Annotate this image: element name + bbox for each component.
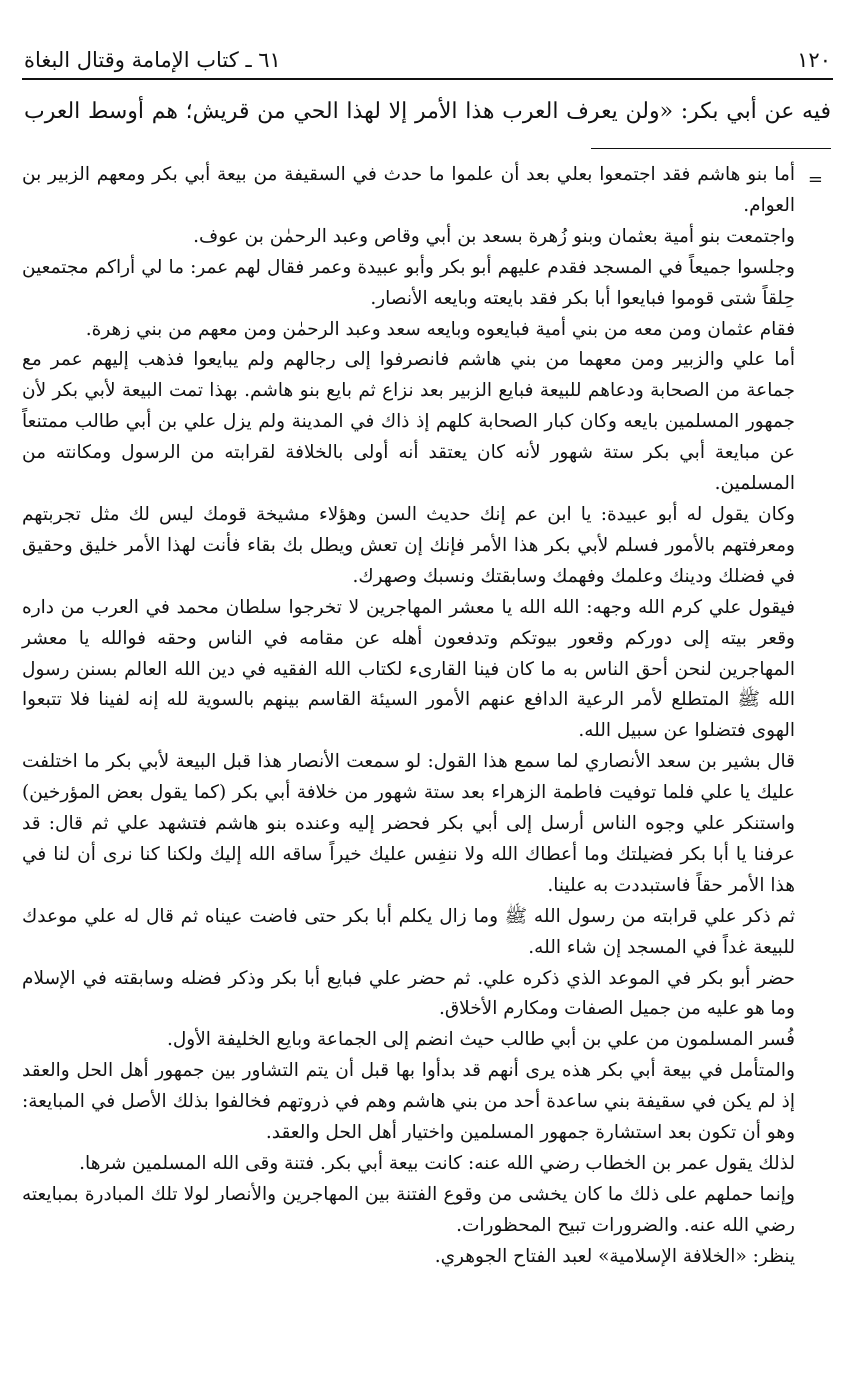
footnote-paragraph: أما علي والزبير ومن معهما من بني هاشم فانصرفوا إلى رجالهم ولم يبايعوا فذهب إليهم عمر مع جماعة من الصحابة ودعاهم للبيعة فبايع الزبير بعد نزاع ثم بايع بنو هاشم. بهذا تمت البيعة لأبي بكر لأن جمهور المسلمين بايعه وكان كبار الصحابة كلهم إذ ذاك في المدينة ولم يزل علي بن أبي طالب ممتنعاً عن مبايعة أبي بكر ستة شهور لأنه كان يعتقد أنه أولى بالخلافة لقرابته من الرسول ومكانته من المسلمين. <box>22 349 795 495</box>
footnote-paragraph: والمتأمل في بيعة أبي بكر هذه يرى أنهم قد بدأوا بها قبل أن يتم التشاور بين جمهور أهل الحل والعقد إذ لم يكن في سقيفة بني ساعدة أحد من بني هاشم وهم في ذروتهم فخالفوا بذلك الأصل في المبايعة: وهو أن تكون بعد استشارة جمهور المسلمين واختيار أهل الحل والعقد. <box>22 1060 795 1144</box>
footnotes-block <box>22 160 795 1273</box>
running-header <box>24 44 831 74</box>
page-number: ١٢٠ <box>797 48 831 72</box>
footnote-paragraph: فيقول علي كرم الله وجهه: الله الله يا معشر المهاجرين لا تخرجوا سلطان محمد في العرب من داره وقعر بيته إلى دوركم وقعور بيوتكم وتدفعون أهله عن مقامه في الناس وحقه فوالله يا معشر المهاجرين لنحن أحق الناس به ما كان فينا القارىء لكتاب الله الفقيه في دين الله العالم بسنن رسول الله ﷺ المتطلع لأمر الرعية الدافع عنهم الأمور السيئة القاسم بينهم بالسوية لله إنه لفينا فلا تتبعوا الهوى فتضلوا عن سبيل الله. <box>22 596 795 742</box>
chapter-title: ٦١ ـ كتاب الإمامة وقتال البغاة <box>24 48 281 72</box>
footnote-paragraph: حضر أبو بكر في الموعد الذي ذكره علي. ثم حضر علي فبايع أبا بكر وذكر فضله وسابقته في الإسلام وما هو عليه من جميل الصفات ومكارم الأخلاق. <box>22 967 795 1020</box>
footnote-paragraph: وكان يقول له أبو عبيدة: يا ابن عم إنك حديث السن وهؤلاء مشيخة قومك ليس لك مثل تجربتهم ومعرفتهم بالأمور فسلم لأبي بكر هذا الأمر فإنك إن تعش ويطل بك بقاء فأنت لهذا الأمر خليق وحقيق في فضلك ودينك وعلمك وفهمك وسابقتك ونسبك وصهرك. <box>22 503 795 587</box>
footnote-divider <box>591 148 831 149</box>
footnote-paragraph: فقام عثمان ومن معه من بني أمية فبايعوه وبايعه سعد وعبد الرحمٰن ومن معهم من بني زهرة. <box>85 318 795 340</box>
footnote-paragraph: فُسر المسلمون من علي بن أبي طالب حيث انضم إلى الجماعة وبايع الخليفة الأول. <box>166 1029 795 1051</box>
footnote-paragraph: واجتمعت بنو أمية بعثمان وبنو زُهرة بسعد بن أبي وقاص وعبد الرحمٰن بن عوف. <box>193 225 795 247</box>
footnote-paragraph: أما بنو هاشم فقد اجتمعوا بعلي بعد أن علموا ما حدث في السقيفة من بيعة أبي بكر ومعهم الزبير بن العوام. <box>22 164 795 216</box>
footnote-paragraph: ثم ذكر علي قرابته من رسول الله ﷺ وما زال يكلم أبا بكر حتى فاضت عيناه ثم قال له علي موعدك للبيعة غداً في المسجد إن شاء الله. <box>22 905 795 958</box>
footnote-continuation-marker: = <box>807 169 823 190</box>
footnote-paragraph: ينظر: «الخلافة الإسلامية» لعبد الفتاح الجوهري. <box>434 1245 795 1267</box>
footnote-paragraph: وجلسوا جميعاً في المسجد فقدم عليهم أبو بكر وأبو عبيدة وعمر فقال لهم عمر: ما لي أراكم مجتمعين حِلقاً شتى قوموا فبايعوا أبا بكر فقد بايعته وبايعه الأنصار. <box>22 256 795 309</box>
footnote-paragraph: لذلك يقول عمر بن الخطاب رضي الله عنه: كانت بيعة أبي بكر. فتنة وقى الله المسلمين شرها. <box>79 1153 795 1174</box>
footnote-paragraph: وإنما حملهم على ذلك ما كان يخشى من وقوع الفتنة بين المهاجرين والأنصار لولا تلك المبادرة بمبايعته رضي الله عنه. والضرورات تبيح المحظورات. <box>22 1183 795 1236</box>
footnote-paragraph: قال بشير بن سعد الأنصاري لما سمع هذا القول: لو سمعت الأنصار هذا قبل البيعة لأبي بكر ما اختلفت عليك يا علي فلما توفيت فاطمة الزهراء بعد ستة شهور من خلافة أبي بكر (كما يقول بعض المؤرخين) واستنكر علي وجوه الناس أرسل إلى أبي بكر فحضر إليه وعنده بنو هاشم فتشهد علي ثم قال: قد عرفنا يا أبا بكر فضيلتك وما أعطاك الله ولا ننفِس عليك خيراً ساقه الله إليك ولكنا كنا نرى أن لنا في هذا الأمر حقاً فاستبددت به علينا. <box>22 751 795 896</box>
main-text-line: فيه عن أبي بكر: «ولن يعرف العرب هذا الأمر إلا لهذا الحي من قريش؛ هم أوسط العرب <box>24 99 831 124</box>
header-divider <box>22 78 833 80</box>
